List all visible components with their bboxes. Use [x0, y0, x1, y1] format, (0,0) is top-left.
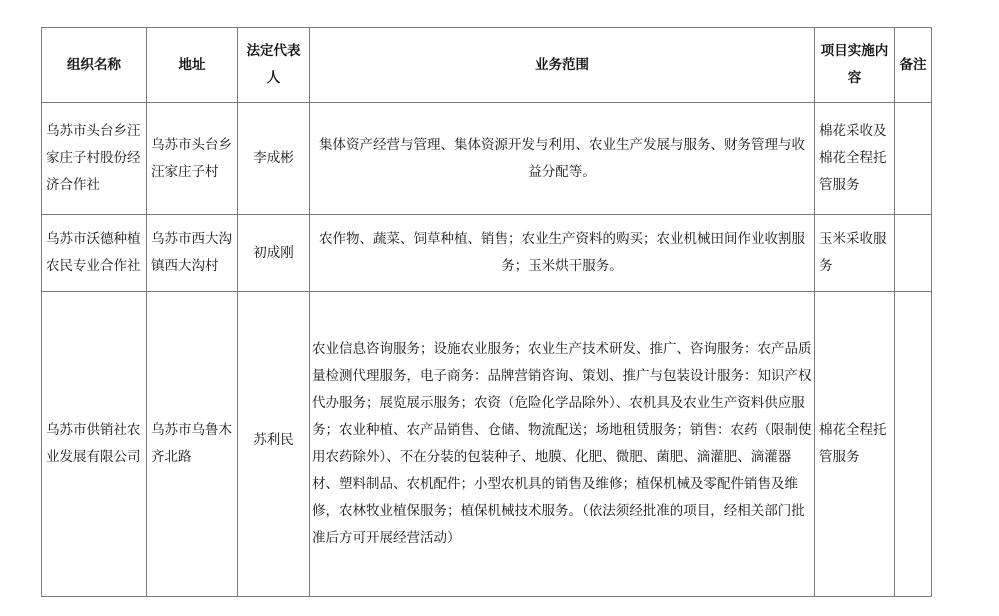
table-row [42, 215, 932, 292]
table-row [42, 103, 932, 215]
header-project-content: 项目实施内容 [815, 28, 895, 103]
cell-address: 乌苏市乌鲁木齐北路 [147, 292, 238, 597]
cell-project-content: 玉米采收服务 [815, 215, 895, 292]
cell-business-scope: 农业信息咨询服务；设施农业服务；农业生产技术研发、推广、咨询服务：农产品质量检测代理服务，电子商务：品牌营销咨询、策划、推广与包装设计服务：知识产权代办服务；展览展示服务；农资（危险化学品除外）、农机具及农业生产资料供应服务；农业种植、农产品销售、仓储、物流配送；场地租赁服务；销售：农药（限制使用农药除外）、不在分装的包装种子、地膜、化肥、微肥、菌肥、滴灌肥、滴灌器材、塑料制品、农机配件；小型农机具的销售及维修；植保机械及零配件销售及维修，农林牧业植保服务；植保机械技术服务。（依法须经批准的项目，经相关部门批准后方可开展经营活动） [310, 292, 815, 597]
header-org-name: 组织名称 [42, 28, 147, 103]
header-business-scope: 业务范围 [310, 28, 815, 103]
organization-table [41, 27, 932, 597]
cell-remark [895, 215, 932, 292]
cell-org-name: 乌苏市头台乡汪家庄子村股份经济合作社 [42, 103, 147, 215]
cell-address: 乌苏市头台乡汪家庄子村 [147, 103, 238, 215]
cell-address: 乌苏市西大沟镇西大沟村 [147, 215, 238, 292]
cell-legal-rep: 苏利民 [238, 292, 310, 597]
header-address: 地址 [147, 28, 238, 103]
cell-legal-rep: 初成刚 [238, 215, 310, 292]
cell-project-content: 棉花全程托管服务 [815, 292, 895, 597]
cell-business-scope: 农作物、蔬菜、饲草种植、销售；农业生产资料的购买；农业机械田间作业收割服务；玉米烘干服务。 [310, 215, 815, 292]
cell-org-name: 乌苏市沃德种植农民专业合作社 [42, 215, 147, 292]
table-row [42, 292, 932, 597]
cell-business-scope: 集体资产经营与管理、集体资源开发与利用、农业生产发展与服务、财务管理与收益分配等。 [310, 103, 815, 215]
cell-remark [895, 103, 932, 215]
cell-remark [895, 292, 932, 597]
cell-project-content: 棉花采收及棉花全程托管服务 [815, 103, 895, 215]
cell-org-name: 乌苏市供销社农业发展有限公司 [42, 292, 147, 597]
table-header-row [42, 28, 932, 103]
header-remark: 备注 [895, 28, 932, 103]
header-legal-rep: 法定代表人 [238, 28, 310, 103]
cell-legal-rep: 李成彬 [238, 103, 310, 215]
